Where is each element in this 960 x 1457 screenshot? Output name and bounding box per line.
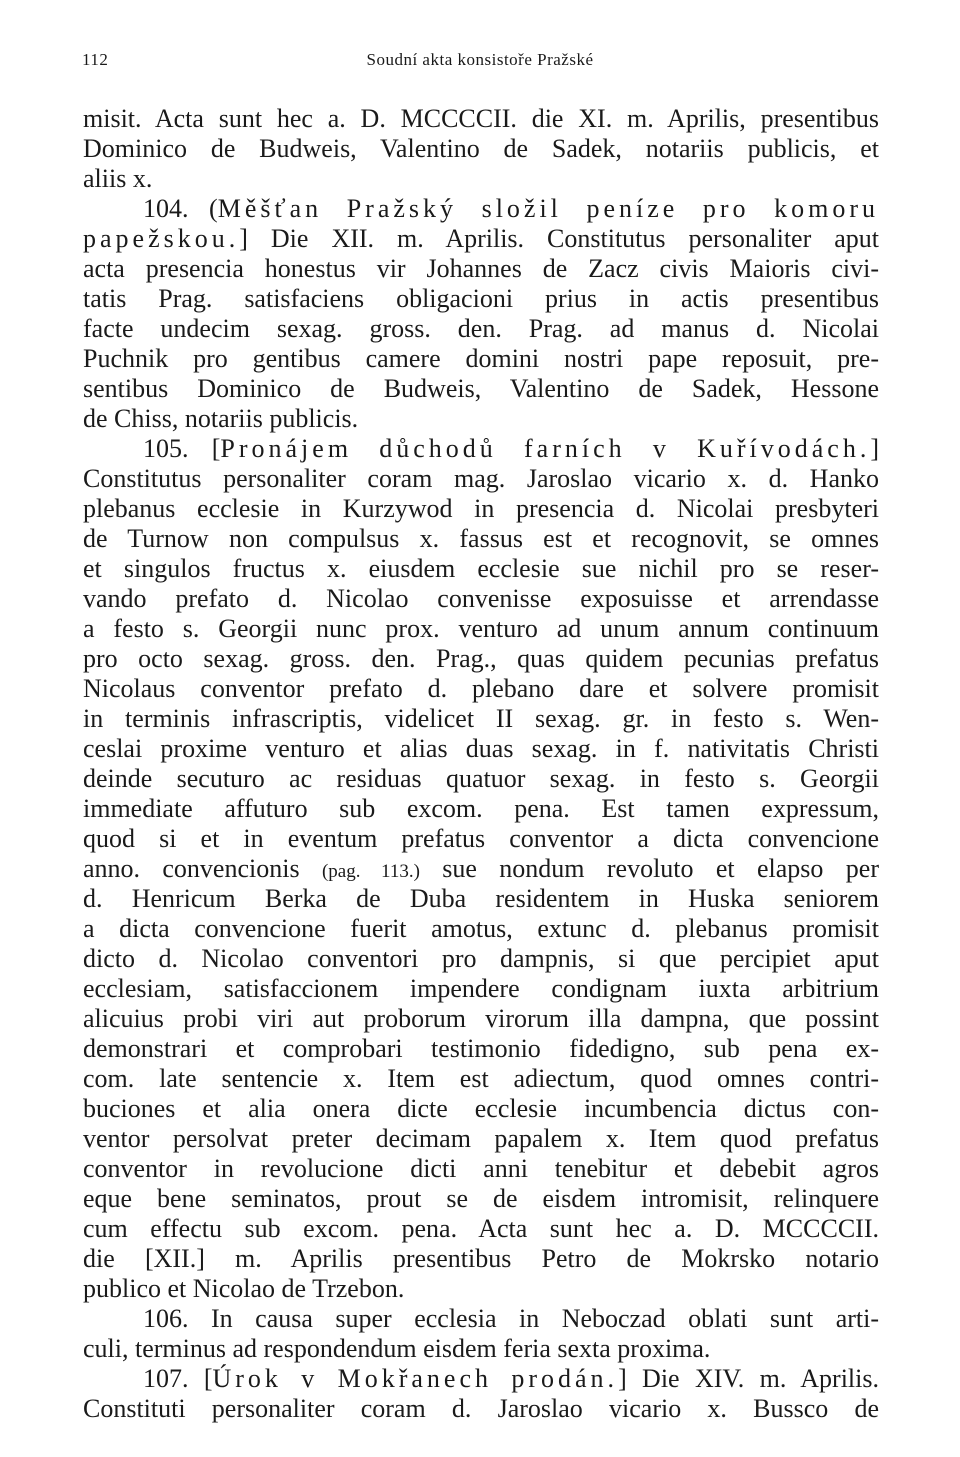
text-segment: dicto d. Nicolao conventori pro dampnis, si que percipiet aput xyxy=(83,944,879,973)
text-line xyxy=(83,1244,879,1274)
text-line xyxy=(83,1364,879,1394)
text-line xyxy=(83,1154,879,1184)
text-segment: misit. Acta sunt hec a. D. MCCCCII. die XI. m. Aprilis, presentibus xyxy=(83,104,879,133)
text-line xyxy=(83,1124,879,1154)
text-segment: die [XII.] m. Aprilis presentibus Petro de Mokrsko notario xyxy=(83,1244,879,1273)
document-body xyxy=(83,104,879,1424)
text-segment: buciones et alia onera dicte ecclesie incumbencia dictus con- xyxy=(83,1094,879,1123)
text-line xyxy=(83,194,879,224)
text-segment: com. late sentencie x. Item est adiectum, quod omnes contri- xyxy=(83,1064,879,1093)
text-line xyxy=(83,644,879,674)
page-number: 112 xyxy=(82,50,109,69)
text-segment: Puchnik pro gentibus camere domini nostri pape reposuit, pre- xyxy=(83,344,879,373)
text-segment: 107. [ xyxy=(143,1364,213,1393)
text-segment: culi, terminus ad respondendum eisdem feria sexta proxima. xyxy=(83,1334,711,1363)
text-line xyxy=(83,554,879,584)
text-segment: tatis Prag. satisfaciens obligacioni prius in actis presentibus xyxy=(83,284,879,313)
text-line xyxy=(83,404,879,434)
text-line xyxy=(83,164,879,194)
text-segment: cum effectu sub excom. pena. Acta sunt hec a. D. MCCCCII. xyxy=(83,1214,879,1243)
text-line xyxy=(83,1394,879,1424)
text-segment: deinde secuturo ac residuas quatuor sexag. in festo s. Georgii xyxy=(83,764,879,793)
text-line xyxy=(83,1184,879,1214)
text-segment: a dicta convencione fuerit amotus, extunc d. plebanus promisit xyxy=(83,914,879,943)
text-line xyxy=(83,1004,879,1034)
text-line xyxy=(83,104,879,134)
text-line xyxy=(83,884,879,914)
text-segment: immediate affuturo sub excom. pena. Est tamen expressum, xyxy=(83,794,879,823)
text-line xyxy=(83,734,879,764)
spaced-heading-text: papežskou. xyxy=(83,224,240,253)
spaced-heading-text: Úrok v Mokřanech prodán. xyxy=(212,1364,619,1393)
spaced-heading-text: Pronájem důchodů farních v Kuřívodách. xyxy=(220,434,871,463)
text-line xyxy=(83,344,879,374)
page-header xyxy=(82,50,878,72)
text-segment: Constituti personaliter coram d. Jaroslao vicario x. Bussco de xyxy=(83,1394,879,1423)
text-line xyxy=(83,254,879,284)
text-line xyxy=(83,314,879,344)
text-segment: 106. In causa super ecclesia in Neboczad oblati sunt arti- xyxy=(143,1304,879,1333)
text-segment: 105. [ xyxy=(143,434,221,463)
text-line xyxy=(83,824,879,854)
text-segment: de Turnow non compulsus x. fassus est et recognovit, se omnes xyxy=(83,524,879,553)
text-segment: et singulos fructus x. eiusdem ecclesie sue nichil pro se reser- xyxy=(83,554,879,583)
text-line xyxy=(83,1304,879,1334)
text-line xyxy=(83,524,879,554)
text-line xyxy=(83,584,879,614)
text-line xyxy=(83,374,879,404)
text-segment: vando prefato d. Nicolao convenisse exposuisse et arrendasse xyxy=(83,584,879,613)
text-segment: ventor persolvat preter decimam papalem x. Item quod prefatus xyxy=(83,1124,879,1153)
text-line xyxy=(83,494,879,524)
text-segment: plebanus ecclesie in Kurzywod in presencia d. Nicolai presbyteri xyxy=(83,494,879,523)
text-line xyxy=(83,854,879,884)
text-segment: a festo s. Georgii nunc prox. venturo ad unum annum continuum xyxy=(83,614,879,643)
text-segment: conventor in revolucione dicti anni tenebitur et debebit agros xyxy=(83,1154,879,1183)
text-line xyxy=(83,224,879,254)
text-line xyxy=(83,1034,879,1064)
text-segment: in terminis infrascriptis, videlicet II sexag. gr. in festo s. Wen- xyxy=(83,704,879,733)
text-segment: alicuius probi viri aut proborum virorum illa dampna, que possint xyxy=(83,1004,879,1033)
text-segment: sentibus Dominico de Budweis, Valentino de Sadek, Hessone xyxy=(83,374,879,403)
text-segment: ] Die XII. m. Aprilis. Constitutus personaliter aput xyxy=(239,224,879,253)
text-line xyxy=(83,704,879,734)
text-segment: sue nondum revoluto et elapso per xyxy=(419,854,879,883)
text-line xyxy=(83,674,879,704)
text-line xyxy=(83,1094,879,1124)
running-title: Soudní akta konsistoře Pražské xyxy=(366,50,594,69)
text-line xyxy=(83,434,879,464)
text-segment: de Chiss, notariis publicis. xyxy=(83,404,359,433)
text-line xyxy=(83,764,879,794)
text-segment: acta presencia honestus vir Johannes de Zacz civis Maioris civi- xyxy=(83,254,879,283)
text-line xyxy=(83,1064,879,1094)
text-segment: quod si et in eventum prefatus conventor a dicta convencione xyxy=(83,824,879,853)
text-line xyxy=(83,614,879,644)
text-line xyxy=(83,974,879,1004)
text-line xyxy=(83,914,879,944)
text-segment: eque bene seminatos, prout se de eisdem intromisit, relinquere xyxy=(83,1184,879,1213)
text-segment: facte undecim sexag. gross. den. Prag. ad manus d. Nicolai xyxy=(83,314,879,343)
text-segment: ] xyxy=(870,434,879,463)
text-line xyxy=(83,1274,879,1304)
spaced-heading-text: Měšťan Pražský složil peníze pro komoru xyxy=(217,194,879,223)
text-segment: ceslai proxime venturo et alias duas sexag. in f. nativitatis Christi xyxy=(83,734,879,763)
text-line xyxy=(83,284,879,314)
page-reference: (pag. 113.) xyxy=(321,861,420,882)
text-segment: anno. convencionis xyxy=(83,854,322,883)
text-segment: aliis x. xyxy=(83,164,153,193)
text-segment: 104. ( xyxy=(143,194,218,223)
text-line xyxy=(83,944,879,974)
text-segment: ] Die XIV. m. Aprilis. xyxy=(618,1364,879,1393)
text-segment: pro octo sexag. gross. den. Prag., quas quidem pecunias prefatus xyxy=(83,644,879,673)
text-segment: demonstrari et comprobari testimonio fidedigno, sub pena ex- xyxy=(83,1034,879,1063)
text-line xyxy=(83,464,879,494)
text-segment: Constitutus personaliter coram mag. Jaroslao vicario x. d. Hanko xyxy=(83,464,879,493)
text-line xyxy=(83,1214,879,1244)
text-segment: d. Henricum Berka de Duba residentem in Huska seniorem xyxy=(83,884,879,913)
text-segment: Nicolaus conventor prefato d. plebano dare et solvere promisit xyxy=(83,674,879,703)
text-line xyxy=(83,134,879,164)
text-line xyxy=(83,794,879,824)
text-segment: Dominico de Budweis, Valentino de Sadek, notariis publicis, et xyxy=(83,134,879,163)
text-segment: publico et Nicolao de Trzebon. xyxy=(83,1274,405,1303)
text-line xyxy=(83,1334,879,1364)
text-segment: ecclesiam, satisfaccionem impendere condignam iuxta arbitrium xyxy=(83,974,879,1003)
